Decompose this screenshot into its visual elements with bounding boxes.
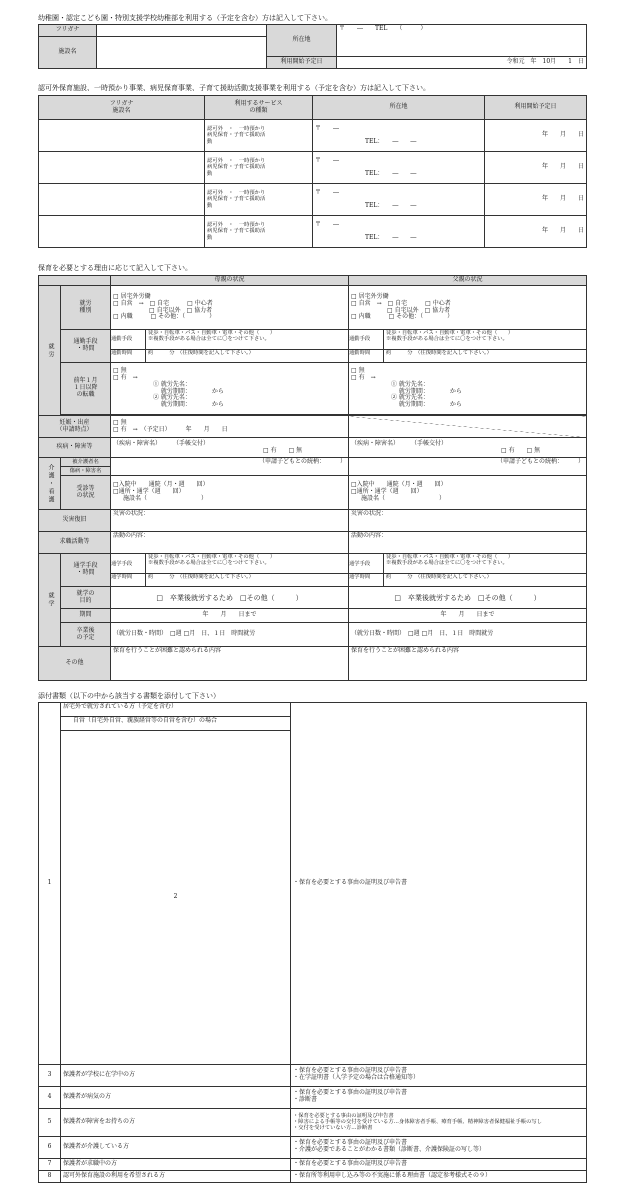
mother-jobhunt[interactable]: 活動の内容：: [111, 532, 349, 554]
furigana-field[interactable]: [97, 25, 267, 37]
attachment-condition: [61, 703, 291, 731]
facility-row-2[interactable]: [39, 152, 205, 184]
start-date-4[interactable]: 年 月 日: [485, 216, 587, 248]
attachment-number: 4: [39, 1086, 61, 1108]
service-type-2[interactable]: 認可外 ・ 一時預かり 病児保育・子育て援助活 動: [205, 152, 313, 184]
pregnancy-label: 妊娠・出産 （申請時点）: [39, 416, 111, 438]
care-illness-label: 傷病・障害名: [61, 467, 111, 476]
section2-heading: 認可外保育施設、一時預かり事業、病児保育事業、子育て援助活動支援事業を利用する（予定を含む）方は記入して下さい。: [38, 84, 430, 92]
attachment-condition: 認可外保育施設の利用を希望される方: [61, 1170, 291, 1182]
mother-care-status[interactable]: □入院中 通院（月・週 回） □通所・通学（週 回） 施設名（ ）: [111, 476, 349, 510]
attachment-number: 6: [39, 1136, 61, 1158]
attachment-number: 7: [39, 1158, 61, 1170]
mother-job-change[interactable]: □ 無 □ 有 → ① 就労先名： 就労期間： から ② 就労先名： 就労期間： から: [111, 363, 349, 415]
address-cell-2[interactable]: 〒 ― TEL： ― ―: [313, 152, 485, 184]
mother-disaster[interactable]: 災害の状況：: [111, 510, 349, 532]
attachment-documents: ・保育を必要とする事由の証明及び申告書 ・診断書: [291, 1086, 587, 1108]
tel-field[interactable]: TEL （ ）: [375, 25, 427, 32]
father-jobhunt[interactable]: 活動の内容：: [349, 532, 587, 554]
attachment-documents: ・保育を必要とする事由の証明及び申告書: [291, 703, 587, 1065]
address-cell-3[interactable]: 〒 ― TEL： ― ―: [313, 184, 485, 216]
mother-period[interactable]: 年 月 日まで: [111, 609, 349, 623]
attachment-condition: 保護者が求職中の方: [61, 1158, 291, 1170]
attachment-condition-sub: 自営（自宅外自営、親族経営等の自営を含む）の場合: [73, 717, 218, 724]
address-cell-4[interactable]: 〒 ― TEL： ― ―: [313, 216, 485, 248]
father-job-change[interactable]: □ 無 □ 有 → ① 就労先名： 就労期間： から ② 就労先名： 就労期間： から: [349, 363, 587, 415]
father-care-status[interactable]: □入院中 通院（月・週 回） □通所・通学（週 回） 施設名（ ）: [349, 476, 587, 510]
other-label: その他: [39, 647, 111, 681]
col-service-type: 利用するサービス の種類: [205, 96, 313, 120]
attachment-documents: ・保育を必要とする事由の証明及び申告書 ・介護が必要であることがわかる書類（診断書、介護保険証の写し等）: [291, 1136, 587, 1158]
category-work: 就労: [39, 286, 61, 416]
care-person-label: 被介護者名: [61, 458, 111, 467]
mother-work-type[interactable]: □ 居宅外労働 □ 自営 → □ 自宅 □ 中心者 □ 自宅以外 □ 協力者 □ 内職 □ その他：（ ）: [111, 286, 349, 330]
care-status-label: 受診等 の状況: [61, 476, 111, 510]
father-other[interactable]: 保育を行うことが困難と認められる内容: [349, 647, 587, 681]
disaster-label: 災害復旧: [39, 510, 111, 532]
start-date-field[interactable]: 令和元 年 10月 1 日: [337, 57, 587, 69]
facility-row-1[interactable]: [39, 120, 205, 152]
mother-after-plan[interactable]: （就労日数・時間） □週 □月 日、１日 時間就労: [111, 623, 349, 647]
job-change-label: 前年１月 １日以降 の転職: [61, 363, 111, 415]
start-date-2[interactable]: 年 月 日: [485, 152, 587, 184]
attachments-table: [38, 702, 587, 1183]
mother-care-relation[interactable]: （申請子どもとの続柄： ）: [111, 458, 349, 476]
attachment-number: 1: [39, 703, 61, 1065]
father-after-plan[interactable]: （就労日数・時間） □週 □月 日、１日 時間就労: [349, 623, 587, 647]
attachment-documents: ・保育を必要とする事由の証明及び申告書 ・障害による手帳等の交付を受けている方…身体障害者手帳、療育手帳、精神障害者保健福祉手帳の写し ・交付を受けていない方…診断書: [291, 1108, 587, 1136]
purpose-label: 就学の 目的: [61, 587, 111, 609]
category-study: 就学: [39, 554, 61, 647]
period-label: 期間: [61, 609, 111, 623]
reason-table: [38, 275, 587, 681]
father-purpose[interactable]: □ 卒業後就労するため □その他（ ）: [349, 587, 587, 609]
mother-header: 母親の状況: [111, 276, 349, 286]
father-period[interactable]: 年 月 日まで: [349, 609, 587, 623]
after-plan-label: 卒業後 の予定: [61, 623, 111, 647]
service-type-1[interactable]: 認可外 ・ 一時預かり 病児保育・子育て援助活 動: [205, 120, 313, 152]
col-address: 所在地: [313, 96, 485, 120]
col-facility-name: フリガナ 施設名: [39, 96, 205, 120]
jobhunt-label: 求職活動等: [39, 532, 111, 554]
attachment-documents: ・保育所等利用申し込み等の不実施に係る理由書（認定参考様式その９）: [291, 1170, 587, 1182]
attachment-condition: 保護者が介護している方: [61, 1136, 291, 1158]
illness-label: 疾病・障害等: [39, 438, 111, 458]
father-commute[interactable]: 通勤手段 徒歩・自転車・バス・自動車・電車・その他（ ） ※複数手段がある場合は全てに〇をつけて下さい。 通勤時間 約 分 （往復時間を記入して下さい。）: [349, 330, 587, 363]
furigana-label: フリガナ: [39, 25, 97, 37]
start-date-3[interactable]: 年 月 日: [485, 184, 587, 216]
postal-field[interactable]: 〒 ―: [339, 25, 364, 32]
father-care-relation[interactable]: （申請子どもとの続柄： ）: [349, 458, 587, 476]
attachment-condition: 保護者が障害をお持ちの方: [61, 1108, 291, 1136]
father-study-commute[interactable]: 通学手段 徒歩・自転車・バス・自動車・電車・その他（ ） ※複数手段がある場合は全てに〇をつけて下さい。 通学時間 約 分 （往復時間を記入して下さい。）: [349, 554, 587, 587]
category-care: 介護・看護: [39, 458, 61, 510]
study-commute-label: 通学手段 ・時間: [61, 554, 111, 587]
attachment-condition-main: 居宅外で就労されている方（予定を含む）: [61, 703, 290, 717]
father-work-type[interactable]: □ 居宅外労働 □ 自営 → □ 自宅 □ 中心者 □ 自宅以外 □ 協力者 □ 内職 □ その他：（ ）: [349, 286, 587, 330]
mother-commute[interactable]: 通勤手段 徒歩・自転車・バス・自動車・電車・その他（ ） ※複数手段がある場合は全てに〇をつけて下さい。 通勤時間 約 分 （往復時間を記入して下さい。）: [111, 330, 349, 363]
father-pregnancy-na: [349, 416, 587, 438]
section1-heading: 幼稚園・認定こども園・特別支援学校幼稚部を利用する（予定を含む）方は記入して下さい。: [38, 14, 332, 22]
mother-purpose[interactable]: □ 卒業後就労するため □その他（ ）: [111, 587, 349, 609]
facility-name-field[interactable]: [97, 37, 267, 69]
attachment-condition: 保護者が学校に在学中の方: [61, 1064, 291, 1086]
col-start-date: 利用開始予定日: [485, 96, 587, 120]
mother-pregnancy[interactable]: □ 無 □ 有 → （予定日） 年 月 日: [111, 416, 349, 438]
attachment-documents: ・保育を必要とする事由の証明及び申告書 ・在学証明書（入学予定の場合は合格通知等）: [291, 1064, 587, 1086]
attachment-documents: ・保育を必要とする事由の証明及び申告書: [291, 1158, 587, 1170]
attachment-number: 3: [39, 1064, 61, 1086]
father-header: 父親の状況: [349, 276, 587, 286]
start-date-1[interactable]: 年 月 日: [485, 120, 587, 152]
service-type-4[interactable]: 認可外 ・ 一時預かり 病児保育・子育て援助活 動: [205, 216, 313, 248]
mother-other[interactable]: 保育を行うことが困難と認められる内容: [111, 647, 349, 681]
address-label: 所在地: [267, 25, 337, 57]
facility-row-3[interactable]: [39, 184, 205, 216]
unlicensed-table: [38, 95, 587, 248]
facility-row-4[interactable]: [39, 216, 205, 248]
work-type-label: 就労 種別: [61, 286, 111, 330]
service-type-3[interactable]: 認可外 ・ 一時預かり 病児保育・子育て援助活 動: [205, 184, 313, 216]
facility-name-label: 施設名: [39, 37, 97, 69]
kindergarten-table: [38, 24, 587, 69]
father-illness[interactable]: （疾病・障害名） （手帳交付） □ 有 □ 無: [349, 438, 587, 458]
commute-label: 通勤手段 ・時間: [61, 330, 111, 363]
section4-heading: 添付書類（以下の中から該当する書類を添付して下さい）: [38, 692, 220, 700]
address-cell-1[interactable]: 〒 ― TEL： ― ―: [313, 120, 485, 152]
father-disaster[interactable]: 災害の状況：: [349, 510, 587, 532]
mother-study-commute[interactable]: 通学手段 徒歩・自転車・バス・自動車・電車・その他（ ） ※複数手段がある場合は全てに〇をつけて下さい。 通学時間 約 分 （往復時間を記入して下さい。）: [111, 554, 349, 587]
attachment-condition: 保護者が病気の方: [61, 1086, 291, 1108]
section3-heading: 保育を必要とする理由に応じて記入して下さい。: [38, 264, 192, 272]
attachment-number: 2: [61, 731, 291, 1065]
attachment-number: 5: [39, 1108, 61, 1136]
attachment-number: 8: [39, 1170, 61, 1182]
start-date-label: 利用開始予定日: [267, 57, 337, 69]
mother-illness[interactable]: （疾病・障害名） （手帳交付） □ 有 □ 無: [111, 438, 349, 458]
